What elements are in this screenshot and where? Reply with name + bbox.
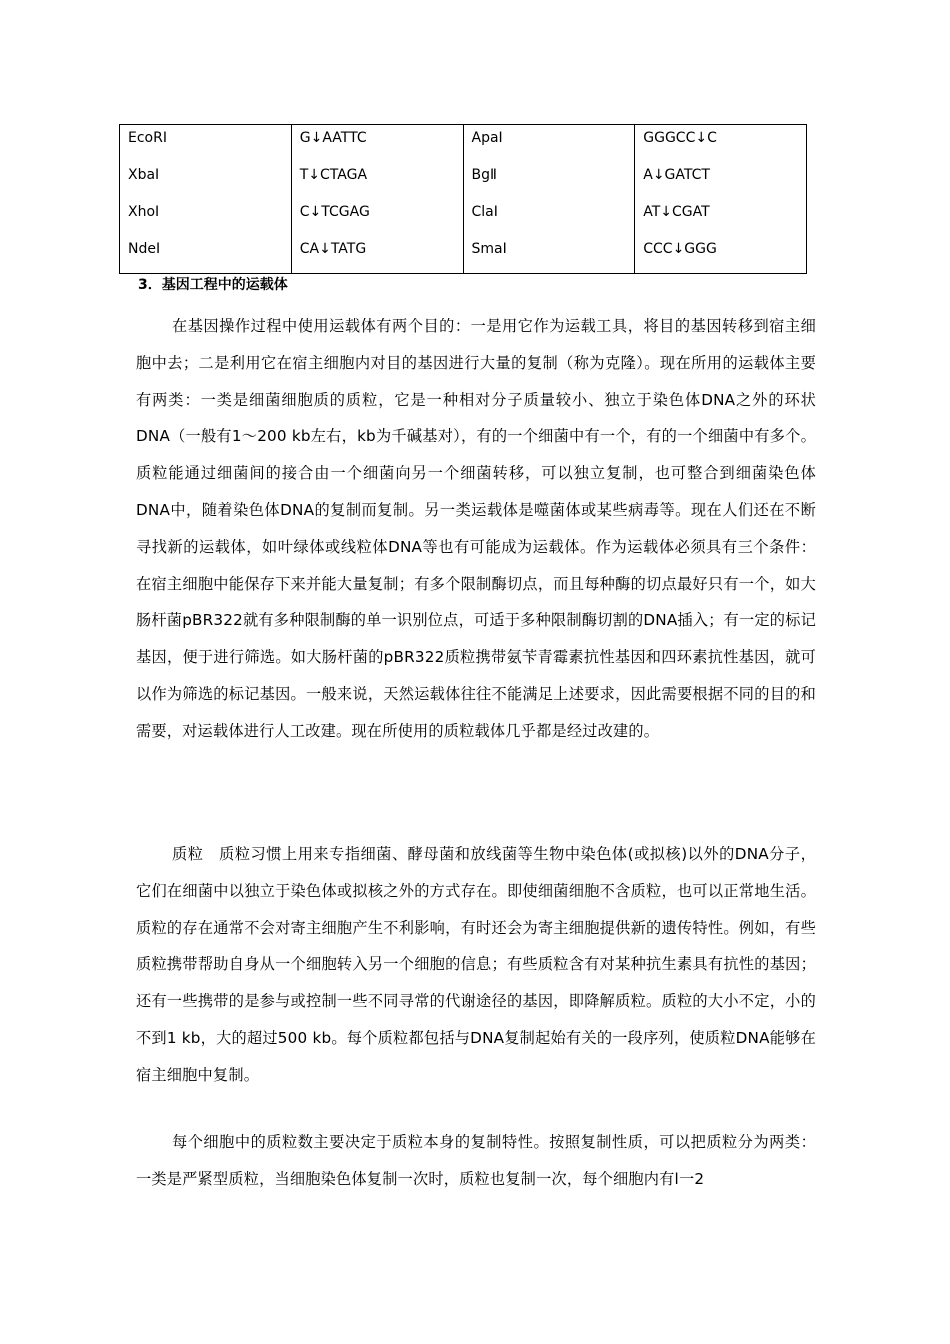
enzyme-name: BgⅡ [471, 167, 497, 183]
enzyme-name: EcoRI [128, 130, 167, 146]
recognition-site: A↓GATCT [643, 167, 710, 183]
paragraph-vectors-overview: 在基因操作过程中使用运载体有两个目的：一是用它作为运载工具，将目的基因转移到宿主细胞中去；二是利用它在宿主细胞内对目的基因进行大量的复制（称为克隆）。现在所用的运载体主要有两类：一类是细菌细胞质的质粒，它是一种相对分子质量较小、独立于染色体DNA之外的环状DNA（一般有1～200 kb左右，kb为千碱基对），有的一个细菌中有一个，有的一个细菌中有多个。质粒能通过细菌间的接合由一个细菌向另一个细菌转移，可以独立复制，也可整合到细菌染色体DNA中，随着染色体DNA的复制而复制。另一类运载体是噬菌体或某些病毒等。现在人们还在不断寻找新的运载体，如叶绿体或线粒体DNA等也有可能成为运载体。作为运载体必须具有三个条件：在宿主细胞中能保存下来并能大量复制；有多个限制酶切点，而且每种酶的切点最好只有一个，如大肠杆菌pBR322就有多种限制酶的单一识别位点，可适于多种限制酶切割的DNA插入；有一定的标记基因，便于进行筛选。如大肠杆菌的pBR322质粒携带氨苄青霉素抗性基因和四环素抗性基因，就可以作为筛选的标记基因。一般来说，天然运载体往往不能满足上述要求，因此需要根据不同的目的和需要，对运载体进行人工改建。现在所使用的质粒载体几乎都是经过改建的。 [136, 317, 816, 740]
enzyme-name-column-2 [463, 125, 635, 274]
recognition-site-column-1 [291, 125, 463, 274]
enzyme-name: NdeI [128, 241, 161, 257]
restriction-enzyme-table [119, 124, 807, 274]
recognition-site: AT↓CGAT [643, 204, 710, 220]
recognition-site: CA↓TATG [299, 241, 367, 257]
recognition-site-column-2 [635, 125, 807, 274]
enzyme-name: XbaI [128, 167, 160, 183]
recognition-site: C↓TCGAG [299, 204, 370, 220]
enzyme-name: ApaI [471, 130, 503, 146]
recognition-site: CCC↓GGG [643, 241, 717, 257]
table-row [120, 125, 807, 274]
recognition-site: GGGCC↓C [643, 130, 717, 146]
section-heading: 3．基因工程中的运载体 [138, 277, 288, 293]
enzyme-name: ClaI [471, 204, 498, 220]
enzyme-name-column-1 [120, 125, 292, 274]
paragraph-plasmid-copy-number: 每个细胞中的质粒数主要决定于质粒本身的复制特性。按照复制性质，可以把质粒分为两类：一类是严紧型质粒，当细胞染色体复制一次时，质粒也复制一次，每个细胞内有l一2 [136, 1133, 816, 1188]
enzyme-name: XhoI [128, 204, 160, 220]
enzyme-name: SmaI [471, 241, 507, 257]
recognition-site: T↓CTAGA [299, 167, 368, 183]
recognition-site: G↓AATTC [299, 130, 367, 146]
paragraph-plasmid-definition: 质粒 质粒习惯上用来专指细菌、酵母菌和放线菌等生物中染色体(或拟核)以外的DNA分子，它们在细菌中以独立于染色体或拟核之外的方式存在。即使细菌细胞不含质粒，也可以正常地生活。质粒的存在通常不会对寄主细胞产生不利影响，有时还会为寄主细胞提供新的遗传特性。例如，有些质粒携带帮助自身从一个细胞转入另一个细胞的信息；有些质粒含有对某种抗生素具有抗性的基因；还有一些携带的是参与或控制一些不同寻常的代谢途径的基因，即降解质粒。质粒的大小不定，小的不到1 kb，大的超过500 kb。每个质粒都包括与DNA复制起始有关的一段序列，使质粒DNA能够在宿主细胞中复制。 [136, 845, 816, 1084]
